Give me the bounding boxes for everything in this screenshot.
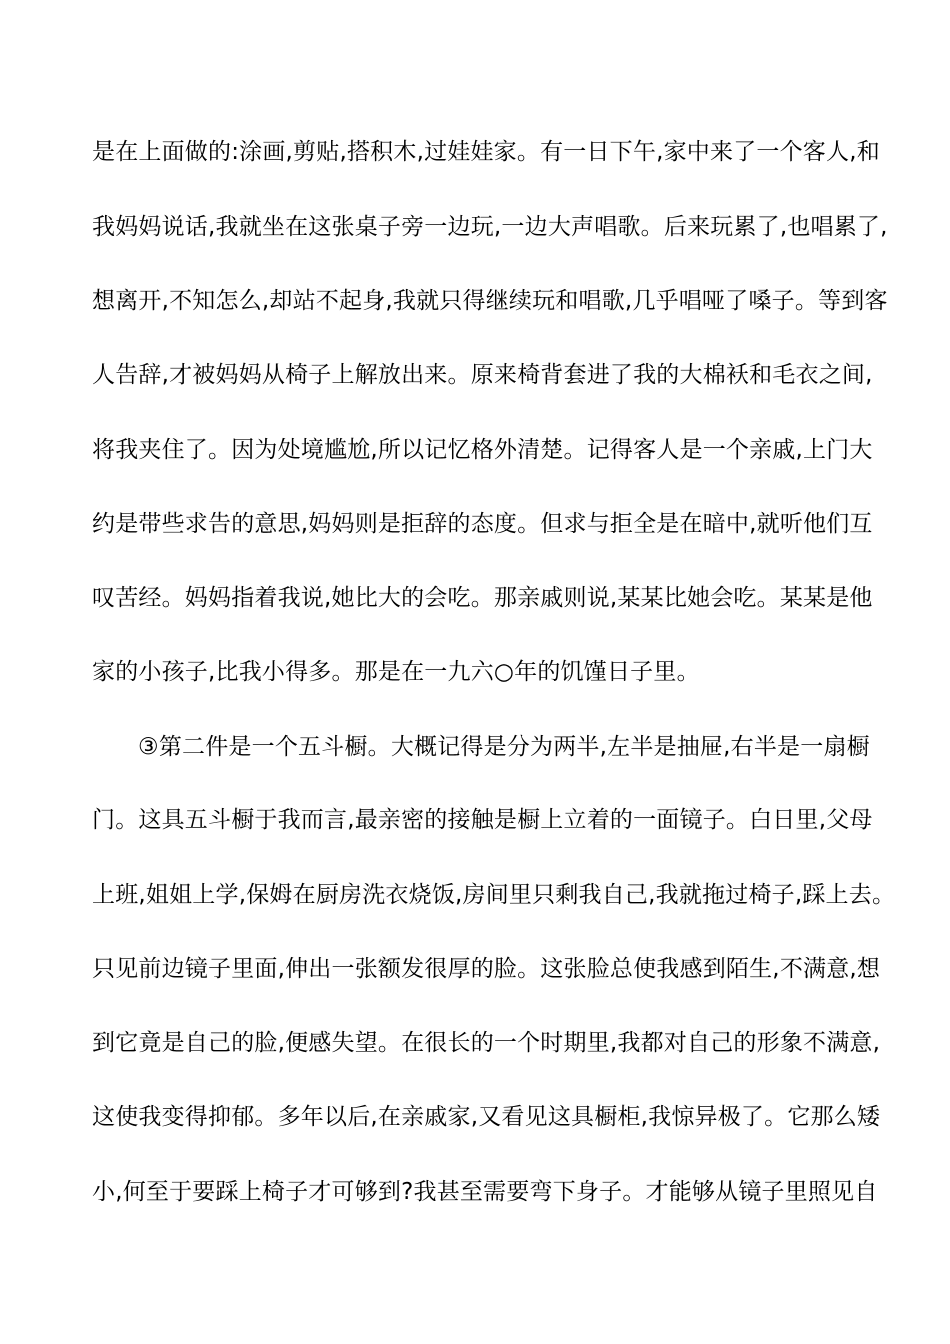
text-line: 这使我变得抑郁。多年以后,在亲戚家,又看见这具橱柜,我惊异极了。它那么矮 bbox=[92, 1104, 881, 1130]
text-line: 约是带些求告的意思,妈妈则是拒辞的态度。但求与拒全是在暗中,就听他们互 bbox=[92, 511, 873, 537]
text-line: 小,何至于要踩上椅子才可够到?我甚至需要弯下身子。才能够从镜子里照见自 bbox=[92, 1179, 878, 1205]
text-line: 叹苦经。妈妈指着我说,她比大的会吃。那亲戚则说,某某比她会吃。某某是他 bbox=[92, 585, 873, 611]
text-line: 只见前边镜子里面,伸出一张额发很厚的脸。这张脸总使我感到陌生,不满意,想 bbox=[92, 956, 881, 982]
text-line: 是在上面做的:涂画,剪贴,搭积木,过娃娃家。有一日下午,家中来了一个客人,和 bbox=[92, 139, 880, 165]
text-line: 到它竟是自己的脸,便感失望。在很长的一个时期里,我都对自己的形象不满意, bbox=[92, 1030, 881, 1056]
text-line: 我妈妈说话,我就坐在这张桌子旁一边玩,一边大声唱歌。后来玩累了,也唱累了, bbox=[92, 214, 888, 240]
text-line: 人告辞,才被妈妈从椅子上解放出来。原来椅背套进了我的大棉袄和毛衣之间, bbox=[92, 362, 873, 388]
text-line: ③第二件是一个五斗橱。大概记得是分为两半,左半是抽屉,右半是一扇橱 bbox=[138, 734, 870, 760]
text-line: 上班,姐姐上学,保姆在厨房洗衣烧饭,房间里只剩我自己,我就拖过椅子,踩上去。 bbox=[92, 882, 896, 908]
text-line: 将我夹住了。因为处境尴尬,所以记忆格外清楚。记得客人是一个亲戚,上门大 bbox=[92, 437, 873, 463]
text-line: 想离开,不知怎么,却站不起身,我就只得继续玩和唱歌,几乎唱哑了嗓子。等到客 bbox=[92, 288, 888, 314]
text-line: 家的小孩子,比我小得多。那是在一九六○年的饥馑日子里。 bbox=[92, 659, 700, 685]
text-line: 门。这具五斗橱于我而言,最亲密的接触是橱上立着的一面镜子。白日里,父母 bbox=[92, 807, 873, 833]
